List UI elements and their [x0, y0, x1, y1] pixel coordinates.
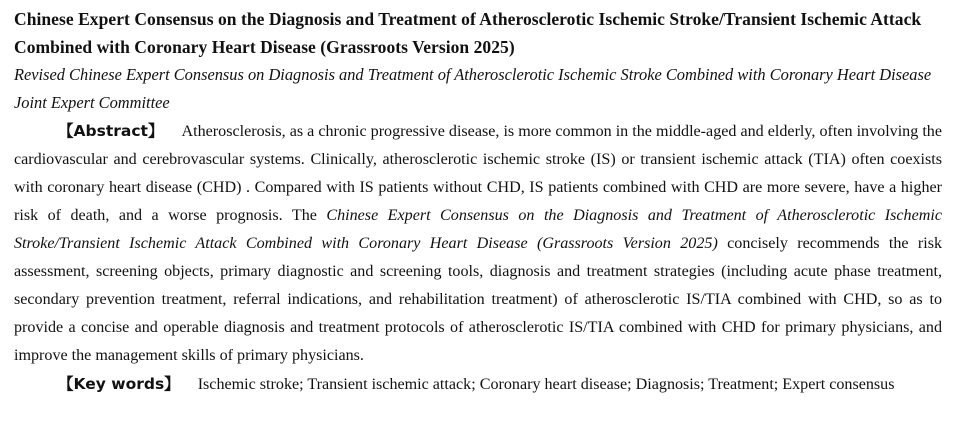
abstract-text-part2: concisely recommends the risk assessment, screening objects, primary diagnostic and screening tools, diagnosis and treatment strategies (including acute phase treatment, secondary prevention treatment, referral indications, and rehabilitation treatment) of atherosclerotic IS/TIA combined with CHD, so as to provide a concise and operable diagnosis and treatment protocols of atherosclerotic IS/TIA combined with CHD for primary physicians, and improve the management skills of primary physicians.	[14, 235, 943, 364]
keywords-text: Ischemic stroke; Transient ischemic attack; Coronary heart disease; Diagnosis; Treatment; Expert consensus	[197, 376, 895, 393]
paper-title: Chinese Expert Consensus on the Diagnosis and Treatment of Atherosclerotic Ischemic Stroke/Transient Ischemic Attack Combined with Coronary Heart Disease (Grassroots Version 2025)	[14, 9, 922, 57]
abstract-consensus-title: Chinese Expert Consensus on the Diagnosis and Treatment of Atherosclerotic Ischemic Stroke/Transient Ischemic Attack Combined with Coronary Heart Disease (Grassroots Version 2025)	[14, 207, 942, 252]
abstract-paragraph	[14, 117, 942, 370]
abstract-text-part1: Atherosclerosis, as a chronic progressive disease, is more common in the middle-aged and elderly, often involving the cardiovascular and cerebrovascular systems. Clinically, atherosclerotic ischemic stroke (IS) or transient ischemic attack (TIA) often coexists with coronary heart disease (CHD) . Compared with IS patients without CHD, IS patients combined with CHD are more severe, have a higher risk of death, and a worse prognosis. The	[14, 123, 942, 224]
keywords-label: 【Key words】	[58, 375, 180, 393]
author-committee: Revised Chinese Expert Consensus on Diagnosis and Treatment of Atherosclerotic Ischemic Stroke Combined with Coronary Heart Disease Joint Expert Committee	[14, 65, 932, 112]
abstract-label: 【Abstract】	[58, 122, 164, 140]
keywords-paragraph	[14, 370, 942, 399]
